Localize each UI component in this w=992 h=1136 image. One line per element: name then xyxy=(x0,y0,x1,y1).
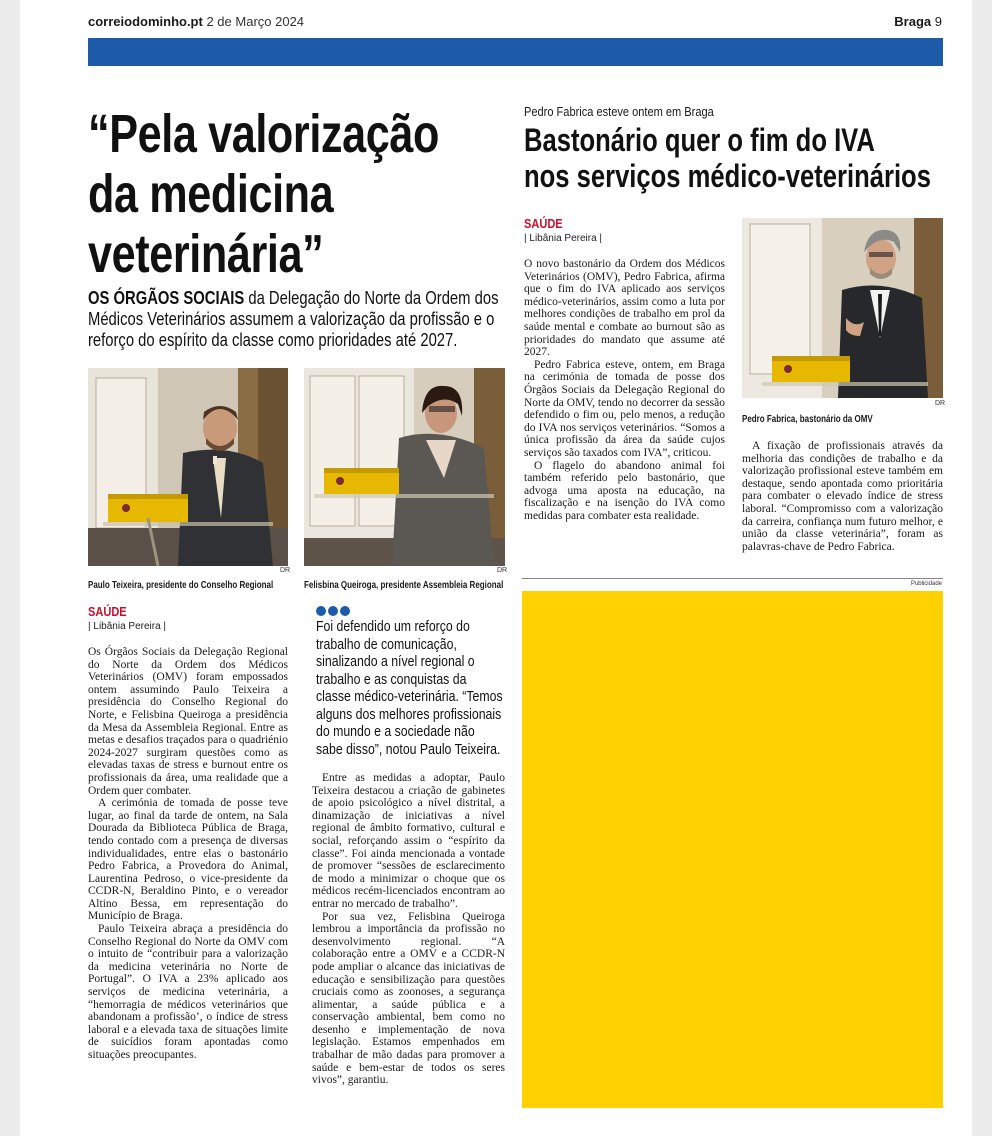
photo-credit: DR xyxy=(935,400,946,407)
quote-dots xyxy=(316,603,356,615)
advert-label: Publicidade xyxy=(910,581,942,587)
article1-headline-line: veterinária” xyxy=(88,224,324,284)
paragraph: O flagelo do abandono animal foi também referido pelo bastonário, que advoga uma aposta na educação, na fiscalização e na isenção do IVA como medidas para combater esta realidade. xyxy=(524,459,725,522)
article1-headline xyxy=(88,104,439,284)
section-label: SAÚDE xyxy=(88,604,127,619)
photo-felisbina-queiroga xyxy=(304,368,505,566)
article2-headline xyxy=(524,122,931,194)
lede-text: da Delegação do Norte da Ordem dos Médicos Veterinários assumem a valorização da profissão e o reforço do espírito da classe como prioridades até 2027. xyxy=(88,287,499,350)
article2-kicker: Pedro Fabrica esteve ontem em Braga xyxy=(524,104,714,119)
paragraph: Paulo Teixeira abraça a presidência do Conselho Regional do Norte da OMV com o intuito de “contribuir para a valorização da medicina veterinária no Norte de Portugal”. O IVA a 23% aplicado aos serviços de medicina veterinária, a “hemorragia de médicos veterinários que abandonam a profissão’, o índice de stress laboral e a elevada taxa de situações limite de suicídios foram apontadas como situações preocupantes. xyxy=(88,923,288,1061)
paragraph: A fixação de profissionais através da melhoria das condições de trabalho e da valorização profissional esteve também em destaque, sendo apontada como prioritária para combater o elevado índice de stress laboral. “Compromisso com a valorização da carreira, confiança num futuro melhor, e união da classe veterinária”, foram as palavras-chave de Pedro Fabrica. xyxy=(742,440,943,553)
advert-block[interactable] xyxy=(522,591,943,1108)
header-color-bar xyxy=(88,38,943,66)
photo-caption: Pedro Fabrica, bastonário da OMV xyxy=(742,414,873,425)
article1-column-2 xyxy=(312,772,505,1087)
article1-column-1 xyxy=(88,646,288,1062)
article1-headline-line: “Pela valorização xyxy=(88,104,439,164)
lede-lead-in: OS ÓRGÃOS SOCIAIS xyxy=(88,287,245,308)
article2-headline-line: nos serviços médico-veterinários xyxy=(524,158,931,194)
paragraph: Por sua vez, Felisbina Queiroga lembrou a importância da profissão no desenvolvimento regional. “A colaboração entre a OMV e a CCDR-N pode ampliar o alcance das iniciativas de educação e sensibilização para questões cruciais como as zoonoses, a segurança alimentar, a saúde pública e a conservação ambiental, bem como no desenho e implementação de nova legislação. Estamos empenhados em trabalhar de mão dadas para promover a saúde e bem-estar de todos os seres vivos”, garantiu. xyxy=(312,910,505,1087)
photo-caption: Paulo Teixeira, presidente do Conselho Regional xyxy=(88,580,274,591)
paragraph: O novo bastonário da Ordem dos Médicos Veterinários (OMV), Pedro Fabrica, afirma que o fim do IVA aplicado aos serviços médico-veterinários, assim como a luta por melhores condições de trabalho em prol da saúde mental e combate ao burnout são as prioridades do mandato que assume até 2027. xyxy=(524,258,725,359)
speaker-photo-image xyxy=(88,368,288,566)
photo-credit: DR xyxy=(280,567,291,574)
photo-caption: Felisbina Queiroga, presidente Assembleia Regional xyxy=(304,580,504,591)
page-header xyxy=(88,14,942,32)
issue-date: 2 de Março 2024 xyxy=(206,14,305,29)
section-name: Braga xyxy=(894,14,932,29)
article2-column-1 xyxy=(524,258,725,522)
article2-column-2 xyxy=(742,440,943,553)
author-byline: | Libânia Pereira | xyxy=(524,233,603,244)
divider xyxy=(522,578,943,579)
speaker-photo-image xyxy=(742,218,943,398)
newspaper-page xyxy=(20,0,972,1136)
speaker-photo-image xyxy=(304,368,505,566)
section-label: SAÚDE xyxy=(524,216,563,231)
author-byline: | Libânia Pereira | xyxy=(88,621,167,632)
pull-quote: Foi defendido um reforço do trabalho de comunicação, sinalizando a nível regional o trabalho e as conquistas da classe médico-veterinária. “Temos alguns dos melhores profissionais do mundo e a sociedade não sabe disso”, notou Paulo Teixeira. xyxy=(316,618,503,758)
page-section xyxy=(894,14,942,29)
photo-pedro-fabrica xyxy=(742,218,943,398)
article1-headline-line: da medicina xyxy=(88,164,334,224)
page-number: 9 xyxy=(934,14,942,29)
article1-lede xyxy=(88,287,500,350)
article2-headline-line: Bastonário quer o fim do IVA xyxy=(524,122,875,158)
paragraph: Os Órgãos Sociais da Delegação Regional do Norte da Ordem dos Médicos Veterinários (OMV) foram empossados ontem assumindo Paulo Teixeira a presidência do Conselho Regional do Norte, e Felisbina Queiroga a presidência da Mesa da Assembleia Regional. Entre as metas e desafios traçados para o quadriénio 2024-2027 surgiram questões como as elevadas taxas de stress e burnout entre os profissionais da área, uma realidade que a Ordem quer combater. xyxy=(88,646,288,797)
paragraph: A cerimónia de tomada de posse teve lugar, ao final da tarde de ontem, na Sala Dourada da Biblioteca Pública de Braga, tendo contado com a presença de diversas individualidades, entre elas o bastonário Pedro Fabrica, a Provedora do Animal, Laurentina Pedroso, o vice-presidente da CCDR-N, Beraldino Pinto, e o vereador Altino Bessa, em representação do Município de Braga. xyxy=(88,797,288,923)
paragraph: Pedro Fabrica esteve, ontem, em Braga na cerimónia de tomada de posse dos Órgãos Sociais da Delegação Regional do Norte da OMV, tendo no decorrer da sessão defendido o fim ou, pelo menos, a redução do IVA nos serviços veterinários. “Somos a única profissão da área da saúde cujos serviços são taxados com IVA”, criticou. xyxy=(524,358,725,459)
site-name[interactable]: correiodominho.pt xyxy=(88,14,203,29)
photo-paulo-teixeira xyxy=(88,368,288,566)
page-margin xyxy=(972,0,992,1136)
photo-credit: DR xyxy=(497,567,508,574)
paragraph: Entre as medidas a adoptar, Paulo Teixeira destacou a criação de gabinetes de apoio psicológico a nível distrital, a dinamização de iniciativas a nível regional de âmbito formativo, cultural e social, reforçando assim o “espírito da classe”. Foi ainda mencionada a vontade de promover “sessões de esclarecimento de modo a minimizar o choque que os médicos recém-licenciados encontram ao entrar no mercado de trabalho”. xyxy=(312,772,505,910)
